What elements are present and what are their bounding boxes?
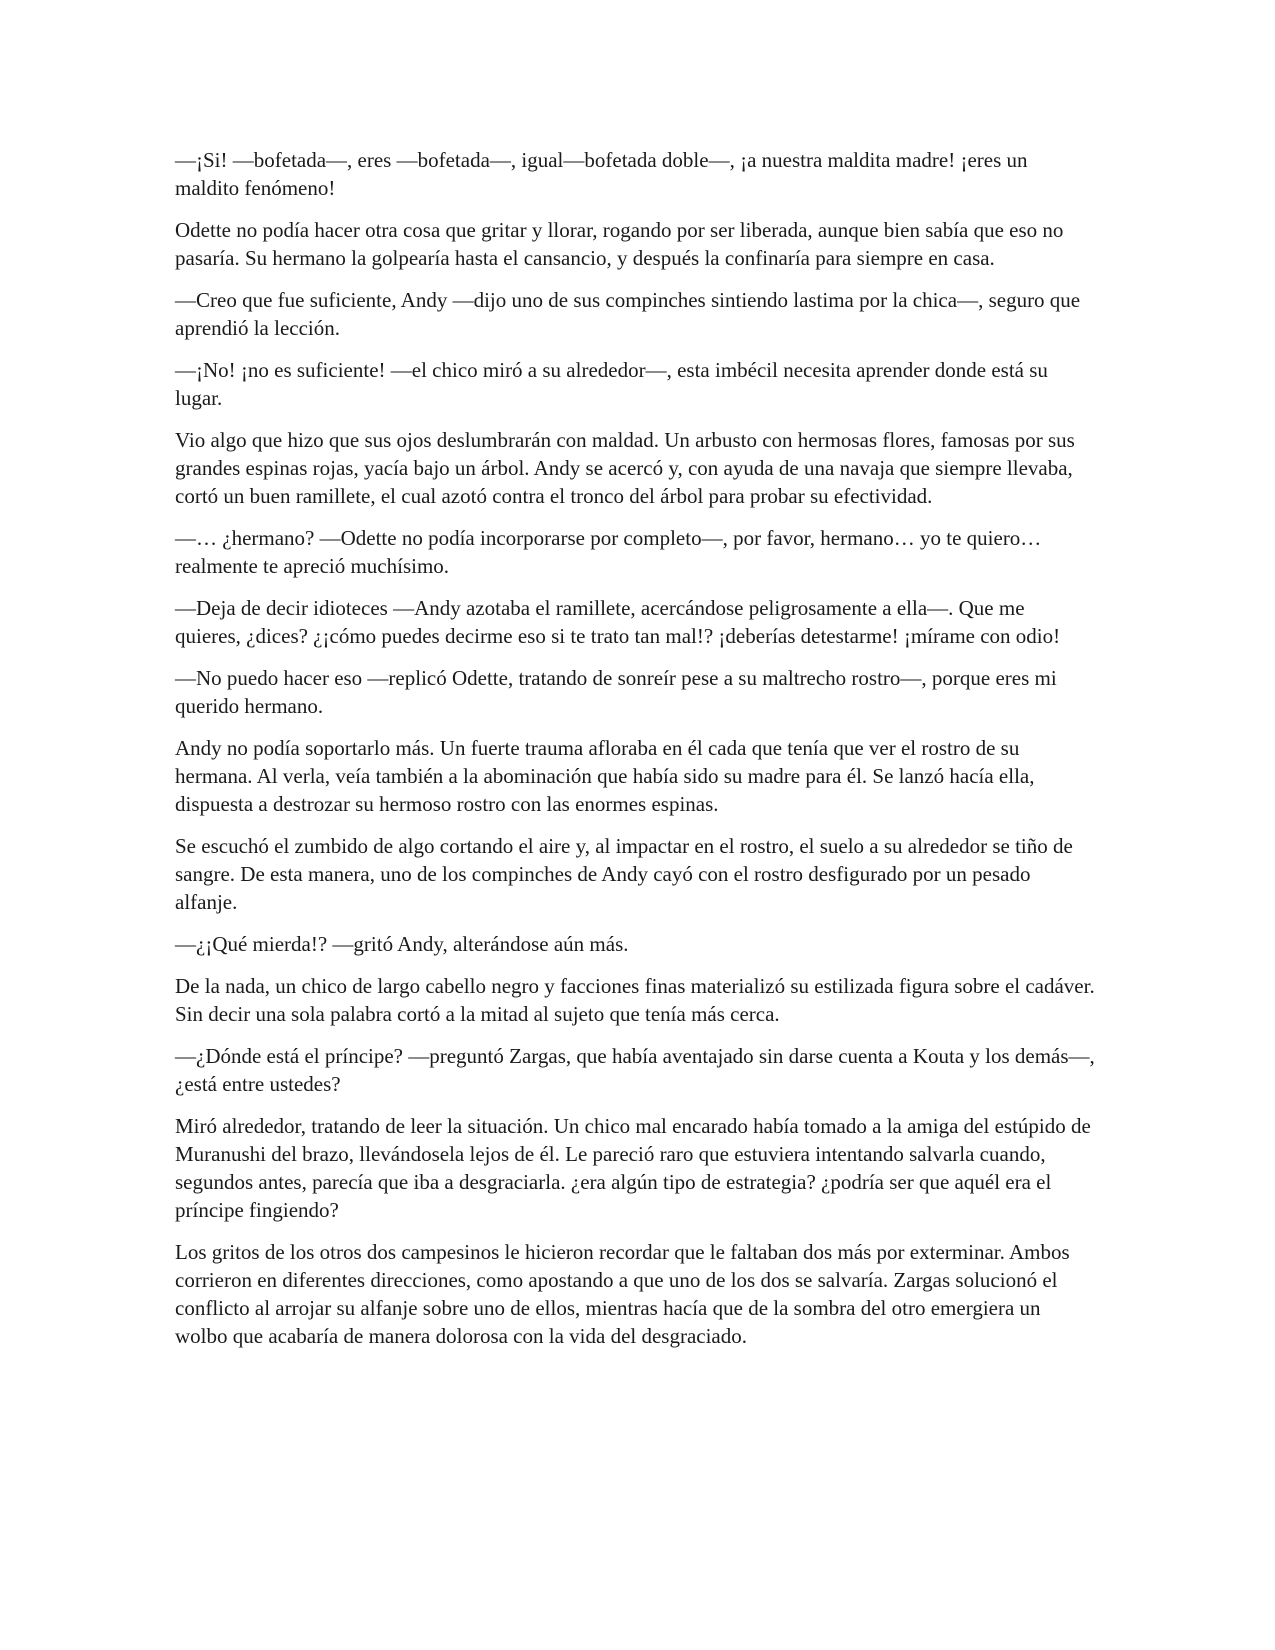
paragraph: —… ¿hermano? —Odette no podía incorporarse por completo—, por favor, hermano… yo te quiero… realmente te apreció muchísimo. xyxy=(175,526,1042,578)
paragraph: Vio algo que hizo que sus ojos deslumbrarán con maldad. Un arbusto con hermosas flores, famosas por sus grandes espinas rojas, yacía bajo un árbol. Andy se acercó y, con ayuda de una navaja que siempre llevaba, cortó un buen ramillete, el cual azotó contra el tronco del árbol para probar su efectividad. xyxy=(175,428,1075,508)
paragraph: —¿Dónde está el príncipe? —preguntó Zargas, que había aventajado sin darse cuenta a Kouta y los demás—, ¿está entre ustedes? xyxy=(175,1044,1095,1096)
paragraph: —¡Si! —bofetada—, eres —bofetada—, igual—bofetada doble—, ¡a nuestra maldita madre! ¡eres un maldito fenómeno! xyxy=(175,148,1028,200)
paragraph: Los gritos de los otros dos campesinos le hicieron recordar que le faltaban dos más por exterminar. Ambos corrieron en diferentes direcciones, como apostando a que uno de los dos se salvaría. Zargas solucionó el conflicto al arrojar su alfanje sobre uno de ellos, mientras hacía que de la sombra del otro emergiera un wolbo que acabaría de manera dolorosa con la vida del desgraciado. xyxy=(175,1240,1070,1348)
paragraph: —¡No! ¡no es suficiente! —el chico miró a su alrededor—, esta imbécil necesita aprender donde está su lugar. xyxy=(175,358,1048,410)
paragraph: —¿¡Qué mierda!? —gritó Andy, alterándose aún más. xyxy=(175,932,629,956)
paragraph: Andy no podía soportarlo más. Un fuerte trauma afloraba en él cada que tenía que ver el rostro de su hermana. Al verla, veía también a la abominación que había sido su madre para él. Se lanzó hacía ella, dispuesta a destrozar su hermoso rostro con las enormes espinas. xyxy=(175,736,1035,816)
paragraph: —Deja de decir idioteces —Andy azotaba el ramillete, acercándose peligrosamente a ella—. Que me quieres, ¿dices? ¿¡cómo puedes decirme eso si te trato tan mal!? ¡deberías detestarme! ¡mírame con odio! xyxy=(175,596,1061,648)
paragraph: De la nada, un chico de largo cabello negro y facciones finas materializó su estilizada figura sobre el cadáver. Sin decir una sola palabra cortó a la mitad al sujeto que tenía más cerca. xyxy=(175,974,1095,1026)
paragraph: Miró alrededor, tratando de leer la situación. Un chico mal encarado había tomado a la amiga del estúpido de Muranushi del brazo, llevándosela lejos de él. Le pareció raro que estuviera intentando salvarla cuando, segundos antes, parecía que iba a desgraciarla. ¿era algún tipo de estrategia? ¿podría ser que aquél era el príncipe fingiendo? xyxy=(175,1114,1091,1222)
body-text xyxy=(175,146,1095,1364)
paragraph: Odette no podía hacer otra cosa que gritar y llorar, rogando por ser liberada, aunque bien sabía que eso no pasaría. Su hermano la golpearía hasta el cansancio, y después la confinaría para siempre en casa. xyxy=(175,218,1064,270)
paragraph: Se escuchó el zumbido de algo cortando el aire y, al impactar en el rostro, el suelo a su alrededor se tiño de sangre. De esta manera, uno de los compinches de Andy cayó con el rostro desfigurado por un pesado alfanje. xyxy=(175,834,1073,914)
paragraph: —Creo que fue suficiente, Andy —dijo uno de sus compinches sintiendo lastima por la chica—, seguro que aprendió la lección. xyxy=(175,288,1081,340)
paragraph: —No puedo hacer eso —replicó Odette, tratando de sonreír pese a su maltrecho rostro—, porque eres mi querido hermano. xyxy=(175,666,1057,718)
